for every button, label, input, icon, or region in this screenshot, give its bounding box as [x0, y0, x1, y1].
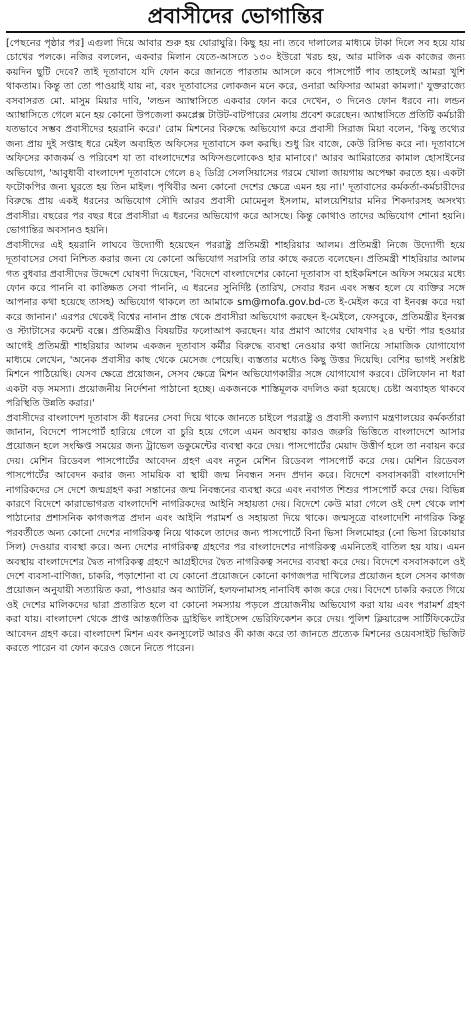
headline-divider [6, 31, 465, 33]
article-paragraph: প্রবাসীদের বাংলাদেশ দূতাবাস কী ধরনের সেবা দিয়ে থাকে জানতে চাইলে পররাষ্ট্র ও প্রবাসী কল্যাণ মন্ত্রণালয়ের কর্মকর্তারা জানান, বিদেশে পাসপোর্ট হারিয়ে গেলে বা চুরি হয়ে গেলে এমন অবস্থায় কারও জরুরি ভিত্তিতে বাংলাদেশে আসার প্রয়োজন হলে সংক্ষিপ্ত সময়ের জন্য ট্রাভেল ডকুমেন্টের ব্যবস্থা করে দেয়। পাসপোর্টের মেয়াদ উত্তীর্ণ হলে তা নবায়ন করে দেয়। মেশিন রিডেবল পাসপোর্টের আবেদন গ্রহণ এবং নতুন মেশিন রিডেবল পাসপোর্ট করে দেয়। মেশিন রিডেবল পাসপোর্টের আবেদন করার জন্য সাময়িক বা স্থায়ী জন্ম নিবন্ধন সনদ প্রদান করে। বিদেশে বসবাসকারী বাংলাদেশি নাগরিকদের সে দেশে জন্মগ্রহণ করা সন্তানের জন্ম নিবন্ধনের ব্যবস্থা করে এবং নবাগত শিশুর পাসপোর্ট করে দেয়। বিভিন্ন কারণে বিদেশে কারাভোগরত বাংলাদেশি নাগরিকদের আইনি সহায়তা দেয়। বিদেশে কেউ মারা গেলে ওই দেশ থেকে লাশ পাঠানোর প্রশাসনিক কাগজপত্র প্রদান এবং আইনি পরামর্শ ও সহায়তা দিয়ে থাকে। জন্মসূত্রে বাংলাদেশি নাগরিক কিন্তু পরবর্তীতে অন্য কোনো দেশের নাগরিকত্ব নিয়ে থাকলে তাদের জন্য পাসপোর্টে বিনা ভিসা সিলমোহর (নো ভিসা রিকোয়ার সিল) দেওয়ার ব্যবস্থা করে। অন্য দেশের নাগরিকত্ব গ্রহণের পর বাংলাদেশের নাগরিকত্ব এমনিতেই বাতিল হয় যায়। এমন অবস্থায় বাংলাদেশের দ্বৈত নাগরিকত্ব গ্রহণে আগ্রহীদের দ্বৈত নাগরিকত্ব সনদের ব্যবস্থা করে দেয়। বিদেশে বসবাসকালে ওই দেশে ব্যবসা-বাণিজ্য, চাকরি, পড়াশোনা বা যে কোনো প্রয়োজনে কোনো কাগজপত্র দাখিলের প্রয়োজন হলে সেসব কাগজ প্রয়োজন অনুযায়ী সত্যায়িত করা, পাওয়ার অব অ্যাটর্নি, হলফনামাসহ নানাবিধ কাজ করে দেয়। বিদেশে চাকরি করতে গিয়ে ওই দেশের মালিকদের দ্বারা প্রতারিত হলে বা কোনো সমস্যায় পড়লে প্রয়োজনীয় অভিযোগ করা যায় এবং পরামর্শ গ্রহণ করা যায়। বাংলাদেশ থেকে প্রাপ্ত আন্তর্জাতিক ড্রাইভিং লাইসেন্স ভেরিফিকেশন করে দেয়। পুলিশ ক্লিয়ারেন্স সার্টিফিকেটের আবেদন গ্রহণ করে। বাংলাদেশ মিশন এবং কনস্যুলেট আরও কী কাজ করে তা জানতে প্রত্যেক মিশনের ওয়েবসাইট ভিজিট করতে পারেন বা ফোন করেও জেনে নিতে পারেন। [6, 412, 465, 655]
headline: প্রবাসীদের ভোগান্তির [147, 4, 324, 28]
article-body [6, 37, 465, 656]
article-paragraph: প্রবাসীদের এই হয়রানি লাঘবে উদ্যোগী হয়েছেন পররাষ্ট্র প্রতিমন্ত্রী শাহরিয়ার আলম। প্রতিমন্ত্রী নিজে উদ্যোগী হয়ে দূতাবাসের সেবা নিশ্চিত করার জন্য যে কোনো অভিযোগ সরাসরি তার কাছে করতে বলেছেন। প্রতিমন্ত্রী শাহরিয়ার আলম গত বুধবার প্রবাসীদের উদ্দেশে ঘোষণা দিয়েছেন, 'বিদেশে বাংলাদেশের কোনো দূতাবাস বা হাইকমিশনে অফিস সময়ের মধ্যে ফোন করে পাননি বা কাঙ্ক্ষিত সেবা পাননি, এ ধরনের সুনির্দিষ্ট (তারিখ, সেবার ধরন এবং সম্ভব হলে যে ব্যক্তির সঙ্গে আপনার কথা হয়েছে তাসহ) অভিযোগ থাকলে তা আমাকে sm@mofa.gov.bd-তে ই-মেইল করে বা ইনবক্স করে দয়া করে জানান।' এরপর থেকেই বিশ্বের নানান প্রান্ত থেকে প্রবাসীরা অভিযোগ করছেন ই-মেইলে, ফেসবুকে, প্রতিমন্ত্রীর ইনবক্স ও স্ট্যাটাসের কমেন্ট বক্সে। প্রতিমন্ত্রীও বিষয়টির ফলোআপ করছেন। যার প্রমাণ আগের ঘোষণার ২৪ ঘণ্টা পার হওয়ার আগেই প্রতিমন্ত্রী শাহরিয়ার আলম একজন দূতাবাস কর্মীর বিরুদ্ধে ব্যবস্থা নেওয়ার কথা জানিয়ে সামাজিক যোগাযোগ মাধ্যমে লেখেন, 'অনেক প্রবাসীর কাছ থেকে মেসেজ পেয়েছি। ব্যস্ততার মধ্যেও কিছু উত্তর দিয়েছি। বেশির ভাগই সংশ্লিষ্ট মিশনে পাঠিয়েছি। যেসব ক্ষেত্রে প্রয়োজন, সেসব ক্ষেত্রে মিশন অভিযোগকারীর সঙ্গে যোগাযোগ করবে। টেলিফোন না ধরা একটা বড় সমস্যা। প্রয়োজনীয় নির্দেশনা পাঠানো হচ্ছে। একজনকে শাস্তিমূলক বদলিও করা হয়েছে। চেষ্টা অব্যাহত থাকবে পরিস্থিতি উন্নতি করার।' [6, 239, 465, 410]
article-paragraph: [পেছনের পৃষ্ঠার পর] এগুলা দিয়ে আবার শুরু হয় ঘোরাঘুরি। কিছু হয় না। তবে দালালের মাধ্যমে টাকা দিলে সব হয়ে যায় চোখের পলকে। নজির বললেন, একবার মিলান যেতে-আসতে ১৩০ ইউরো খরচ হয়, আর মালিক এক কাজের জন্য কয়দিন ছুটি দেবে? তাই দূতাবাসে যদি ফোন করে জানতে পারতাম আসলে কবে পাসপোর্ট পাব তাহলেই আমরা খুশি থাকতাম। কিন্তু তা তো পাওয়াই যায় না, বরং দূতাবাসের লোকজন মনে করে, ওনারা অফিসার আমরা কামলা।' যুক্তরাজ্যে বসবাসরত মো. মাসুম মিয়ার দাবি, 'লন্ডন অ্যাম্বাসিতে একবার ফোন করে দেখেন, ৩ দিনেও ফোন ধরবে না। লন্ডন অ্যাম্বাসিতে গেলে মনে হয় কোনো উপজেলা কমপ্লেক্স টাউট-বাটপারের মেলায় প্রবেশ করেছেন। অ্যাম্বাসিতে প্রতিটি কর্মচারী যতভাবে সম্ভব প্রবাসীদের হয়রানি করে।' রোম মিশনের বিরুদ্ধে অভিযোগ করে প্রবাসী সিরাজ মিয়া বলেন, 'কিছু তথ্যের জন্য প্রায় দুই সপ্তাহ ধরে মেইল অব্যহিত অফিসের দূতাবাসে কল করছি। শুধু রিং বাজে, কেউ রিসিভ করে না। দূতাবাসে অফিসের কাজকর্ম ও পরিবেশ যা তা বাংলাদেশের অফিসগুলোকেও হার মানাবে।' আরব আমিরাতের কামাল হোসাইনের অভিযোগ, 'আবুধাবী বাংলাদেশ দূতাবাসে গেলে ৪২ ডিগ্রি সেলসিয়াসের গরমে খোলা জায়গায় অপেক্ষা করতে হয়। একটা ফটোকপির জন্য ঘুরতে হয় তিন মাইল। পৃথিবীর অন্য কোনো দেশের ক্ষেত্রে এমন হয় না।' দূতাবাসের কর্মকর্তা-কর্মচারীদের বিরুদ্ধে প্রায় একই ধরনের অভিযোগ সৌদি আরব প্রবাসী মোমেনুল ইসলাম, মালয়েশিয়ার মনির শিকদারসহ অসংখ্য প্রবাসীর। বছরের পর বছর ধরে প্রবাসীরা এ ধরনের অভিযোগ করে আসছে। কিন্তু কোথাও তাদের অভিযোগ শোনা হয়নি। ভোগান্তির অবসানও হয়নি। [6, 38, 465, 237]
